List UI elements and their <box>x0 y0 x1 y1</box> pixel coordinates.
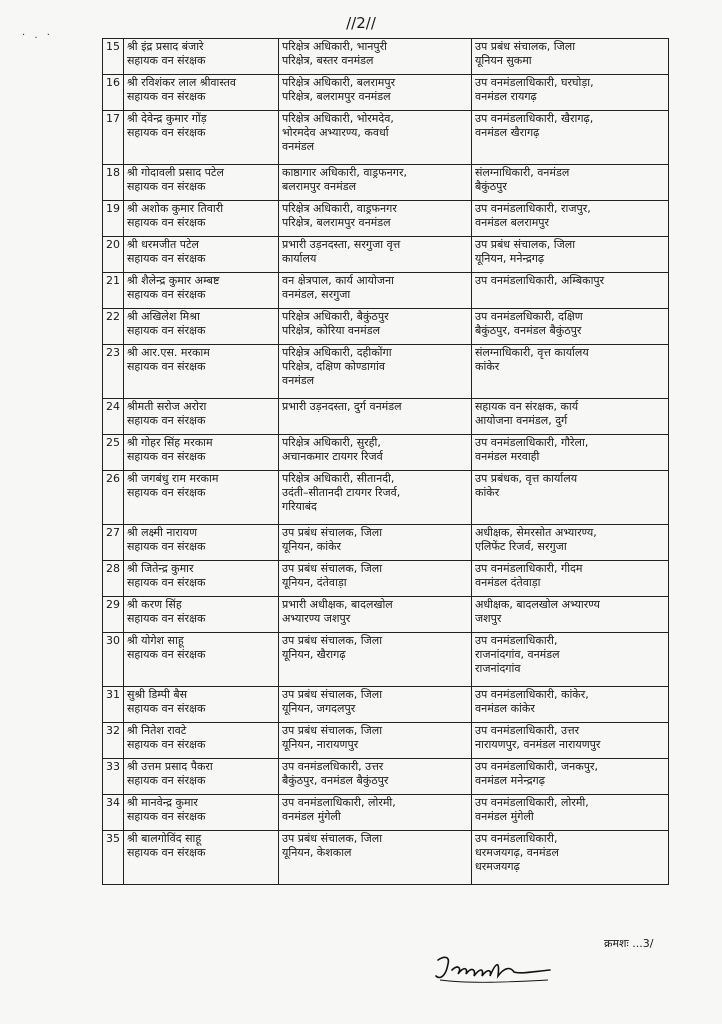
current-post-line: भोरमदेव अभ्यारण्य, कवर्धा <box>282 126 389 139</box>
current-post-line: वनमंडल, सरगुजा <box>282 288 351 301</box>
scan-specks: · . · <box>22 30 53 41</box>
new-post-line: उप वनमंडलाधिकारी, राजपुर, <box>475 202 591 215</box>
new-post-cell <box>472 561 669 597</box>
officer-name-line: श्रीमती सरोज अरोरा <box>127 400 207 413</box>
officer-name-line: श्री लक्ष्मी नारायण <box>127 526 198 539</box>
officer-name-cell <box>124 759 279 795</box>
officer-name-cell <box>124 399 279 435</box>
new-post-line: वनमंडल मनेन्द्रगढ़ <box>475 774 545 787</box>
officer-name-line: सहायक वन संरक्षक <box>127 486 206 499</box>
new-post-cell <box>472 597 669 633</box>
current-post-line: उप वनमंडलाधिकारी, लोरमी, <box>282 796 396 809</box>
officer-name-line: सहायक वन संरक्षक <box>127 612 206 625</box>
current-post-line: परिक्षेत्र, बलरामपुर वनमंडल <box>282 90 391 103</box>
officer-name-line: सहायक वन संरक्षक <box>127 648 206 661</box>
table-row <box>103 687 669 723</box>
officer-name-cell <box>124 561 279 597</box>
new-post-line: वनमंडल रायगढ़ <box>475 90 537 103</box>
officer-name-line: श्री इंद्र प्रसाद बंजारे <box>127 40 204 53</box>
new-post-line: वनमंडल मुंगेली <box>475 810 534 823</box>
new-post-cell <box>472 345 669 399</box>
new-post-line: उप वनमंडलाधिकारी, <box>475 634 558 647</box>
current-post-line: यूनियन, दंतेवाड़ा <box>282 576 347 589</box>
new-post-cell <box>472 831 669 885</box>
current-post-line: प्रभारी उड़नदस्ता, सरगुजा वृत्त <box>282 238 401 251</box>
new-post-line: उप प्रबंधक, वृत्त कार्यालय <box>475 472 578 485</box>
officer-name-line: श्री शैलेन्द्र कुमार अम्बष्ट <box>127 274 220 287</box>
new-post-cell <box>472 111 669 165</box>
current-post-line: उप प्रबंध संचालक, जिला <box>282 688 383 701</box>
officer-name-line: सहायक वन संरक्षक <box>127 576 206 589</box>
table-row <box>103 471 669 525</box>
serial-number: 20 <box>103 237 124 273</box>
new-post-cell <box>472 237 669 273</box>
current-post-line: परिक्षेत्र अधिकारी, वाड्रफनगर <box>282 202 397 215</box>
table-body <box>103 39 669 885</box>
table-row <box>103 345 669 399</box>
new-post-line: उप वनमंडलाधिकारी, जनकपुर, <box>475 760 598 773</box>
current-post-cell <box>279 561 472 597</box>
new-post-line: संलग्नाधिकारी, वनमंडल <box>475 166 570 179</box>
new-post-cell <box>472 75 669 111</box>
officer-name-line: श्री मानवेन्द्र कुमार <box>127 796 198 809</box>
table-row <box>103 201 669 237</box>
new-post-line: वनमंडल मरवाही <box>475 450 540 463</box>
officer-name-line: सहायक वन संरक्षक <box>127 126 206 139</box>
current-post-line: परिक्षेत्र अधिकारी, भानपुरी <box>282 40 387 53</box>
current-post-line: परिक्षेत्र अधिकारी, दहीकोंगा <box>282 346 392 359</box>
serial-number: 16 <box>103 75 124 111</box>
current-post-line: प्रभारी उड़नदस्ता, दुर्ग वनमंडल <box>282 400 402 413</box>
officer-name-line: श्री गोहर सिंह मरकाम <box>127 436 213 449</box>
current-post-cell <box>279 399 472 435</box>
new-post-line: सहायक वन संरक्षक, कार्य <box>475 400 579 413</box>
table-row <box>103 165 669 201</box>
officer-name-line: श्री उत्तम प्रसाद पैकरा <box>127 760 213 773</box>
current-post-line: बलरामपुर वनमंडल <box>282 180 357 193</box>
current-post-line: यूनियन, कांकेर <box>282 540 342 553</box>
serial-number: 27 <box>103 525 124 561</box>
current-post-line: बैकुंठपुर, वनमंडल बैकुंठपुर <box>282 774 389 787</box>
current-post-line: परिक्षेत्र, दक्षिण कोण्डागांव <box>282 360 385 373</box>
new-post-line: उप वनमंडलाधिकारी, गीदम <box>475 562 583 575</box>
new-post-line: अधीक्षक, सेमरसोत अभ्यारण्य, <box>475 526 597 539</box>
current-post-line: वनमंडल <box>282 374 315 387</box>
current-post-line: परिक्षेत्र अधिकारी, बैकुंठपुर <box>282 310 389 323</box>
new-post-line: जशपुर <box>475 612 502 625</box>
officer-name-cell <box>124 165 279 201</box>
new-post-line: अधीक्षक, बादलखोल अभ्यारण्य <box>475 598 600 611</box>
officer-name-cell <box>124 75 279 111</box>
new-post-line: वनमंडल दंतेवाड़ा <box>475 576 541 589</box>
current-post-line: परिक्षेत्र अधिकारी, सुरही, <box>282 436 381 449</box>
new-post-line: राजनांदगांव <box>475 662 521 675</box>
officer-name-line: सहायक वन संरक्षक <box>127 360 206 373</box>
current-post-cell <box>279 831 472 885</box>
officer-name-cell <box>124 831 279 885</box>
new-post-line: उप वनमंडलधिकारी, दक्षिण <box>475 310 583 323</box>
new-post-line: राजनांदगांव, वनमंडल <box>475 648 560 661</box>
continued-note: क्रमशः ...3/ <box>604 937 654 950</box>
new-post-cell <box>472 525 669 561</box>
table-row <box>103 237 669 273</box>
officer-name-line: सुश्री डिम्पी बैस <box>127 688 188 701</box>
new-post-line: वनमंडल बलरामपुर <box>475 216 550 229</box>
current-post-cell <box>279 597 472 633</box>
serial-number: 21 <box>103 273 124 309</box>
table-row <box>103 831 669 885</box>
new-post-cell <box>472 471 669 525</box>
table-row <box>103 795 669 831</box>
signature-drawing <box>430 950 570 990</box>
new-post-line: उप वनमंडलाधिकारी, <box>475 832 558 845</box>
officer-name-cell <box>124 471 279 525</box>
new-post-line: एलिफेंट रिजर्व, सरगुजा <box>475 540 567 553</box>
new-post-cell <box>472 687 669 723</box>
current-post-line: गरियाबंद <box>282 500 317 513</box>
new-post-line: बैकुंठपुर <box>475 180 507 193</box>
serial-number: 31 <box>103 687 124 723</box>
current-post-cell <box>279 633 472 687</box>
current-post-cell <box>279 75 472 111</box>
serial-number: 19 <box>103 201 124 237</box>
officer-name-cell <box>124 309 279 345</box>
current-post-line: अचानकमार टायगर रिजर्व <box>282 450 383 463</box>
officer-name-line: श्री धरमजीत पटेल <box>127 238 200 251</box>
officer-name-line: सहायक वन संरक्षक <box>127 90 206 103</box>
current-post-cell <box>279 525 472 561</box>
new-post-line: उप वनमंडलाधिकारी, खैरागढ़, <box>475 112 594 125</box>
new-post-line: वनमंडल खैरागढ़ <box>475 126 540 139</box>
table-row <box>103 39 669 75</box>
officer-name-cell <box>124 435 279 471</box>
officer-name-line: सहायक वन संरक्षक <box>127 216 206 229</box>
current-post-line: उदंती–सीतानदी टायगर रिजर्व, <box>282 486 401 499</box>
officer-name-line: श्री अशोक कुमार तिवारी <box>127 202 224 215</box>
current-post-line: कार्यालय <box>282 252 317 265</box>
new-post-line: आयोजना वनमंडल, दुर्ग <box>475 414 568 427</box>
current-post-line: वन क्षेत्रपाल, कार्य आयोजना <box>282 274 394 287</box>
officer-name-cell <box>124 201 279 237</box>
new-post-line: धरमजयगढ़, वनमंडल <box>475 846 559 859</box>
current-post-line: उप प्रबंध संचालक, जिला <box>282 562 383 575</box>
officer-name-cell <box>124 39 279 75</box>
new-post-cell <box>472 759 669 795</box>
signature <box>430 950 570 994</box>
officer-name-line: श्री बालगोविंद साहू <box>127 832 202 845</box>
table-row <box>103 723 669 759</box>
current-post-cell <box>279 723 472 759</box>
officer-name-line: श्री करण सिंह <box>127 598 182 611</box>
serial-number: 34 <box>103 795 124 831</box>
current-post-cell <box>279 759 472 795</box>
new-post-line: उप वनमंडलाधिकारी, कांकेर, <box>475 688 589 701</box>
new-post-line: बैकुंठपुर, वनमंडल बैकुंठपुर <box>475 324 582 337</box>
new-post-line: उप वनमंडलाधिकारी, उत्तर <box>475 724 580 737</box>
officer-name-line: सहायक वन संरक्षक <box>127 252 206 265</box>
transfer-order-table <box>102 38 669 885</box>
current-post-cell <box>279 795 472 831</box>
new-post-line: उप प्रबंध संचालक, जिला <box>475 40 576 53</box>
officer-name-cell <box>124 237 279 273</box>
current-post-cell <box>279 687 472 723</box>
new-post-cell <box>472 399 669 435</box>
serial-number: 15 <box>103 39 124 75</box>
officer-name-line: सहायक वन संरक्षक <box>127 738 206 751</box>
current-post-line: यूनियन, जगदलपुर <box>282 702 356 715</box>
officer-name-line: श्री रविशंकर लाल श्रीवास्तव <box>127 76 237 89</box>
current-post-line: उप प्रबंध संचालक, जिला <box>282 634 383 647</box>
new-post-line: उप वनमंडलाधिकारी, गौरेला, <box>475 436 589 449</box>
current-post-line: यूनियन, खैरागढ़ <box>282 648 346 661</box>
table-row <box>103 111 669 165</box>
officer-name-line: सहायक वन संरक्षक <box>127 540 206 553</box>
officer-name-line: सहायक वन संरक्षक <box>127 810 206 823</box>
officer-name-line: श्री जितेन्द्र कुमार <box>127 562 194 575</box>
new-post-cell <box>472 633 669 687</box>
current-post-line: उप प्रबंध संचालक, जिला <box>282 526 383 539</box>
current-post-line: परिक्षेत्र अधिकारी, भोरमदेव, <box>282 112 394 125</box>
serial-number: 24 <box>103 399 124 435</box>
new-post-cell <box>472 165 669 201</box>
serial-number: 23 <box>103 345 124 399</box>
current-post-cell <box>279 201 472 237</box>
officer-name-cell <box>124 687 279 723</box>
new-post-cell <box>472 723 669 759</box>
officer-name-cell <box>124 273 279 309</box>
current-post-line: प्रभारी अधीक्षक, बादलखोल <box>282 598 393 611</box>
current-post-line: वनमंडल <box>282 140 315 153</box>
serial-number: 29 <box>103 597 124 633</box>
serial-number: 35 <box>103 831 124 885</box>
new-post-line: यूनियन, मनेन्द्रगढ़ <box>475 252 545 265</box>
current-post-cell <box>279 165 472 201</box>
new-post-line: उप प्रबंध संचालक, जिला <box>475 238 576 251</box>
new-post-line: कांकेर <box>475 486 500 499</box>
new-post-cell <box>472 309 669 345</box>
officer-name-line: श्री योगेश साहू <box>127 634 184 647</box>
serial-number: 30 <box>103 633 124 687</box>
table-row <box>103 309 669 345</box>
officer-name-line: श्री अखिलेश मिश्रा <box>127 310 200 323</box>
current-post-line: परिक्षेत्र, कोरिया वनमंडल <box>282 324 381 337</box>
officer-name-cell <box>124 795 279 831</box>
officer-name-cell <box>124 525 279 561</box>
table-row <box>103 273 669 309</box>
serial-number: 22 <box>103 309 124 345</box>
current-post-line: वनमंडल मुंगेली <box>282 810 341 823</box>
current-post-line: उप वनमंडलधिकारी, उत्तर <box>282 760 384 773</box>
new-post-cell <box>472 795 669 831</box>
officer-name-line: सहायक वन संरक्षक <box>127 702 206 715</box>
current-post-line: परिक्षेत्र, बस्तर वनमंडल <box>282 54 374 67</box>
serial-number: 26 <box>103 471 124 525</box>
new-post-line: उप वनमंडलाधिकारी, घरघोड़ा, <box>475 76 594 89</box>
serial-number: 33 <box>103 759 124 795</box>
officer-name-line: सहायक वन संरक्षक <box>127 54 206 67</box>
current-post-line: अभ्यारण्य जशपुर <box>282 612 351 625</box>
page-number-mark: //2// <box>346 14 376 32</box>
new-post-cell <box>472 435 669 471</box>
new-post-cell <box>472 273 669 309</box>
current-post-line: उप प्रबंध संचालक, जिला <box>282 724 383 737</box>
table-row <box>103 633 669 687</box>
current-post-cell <box>279 309 472 345</box>
officer-name-line: सहायक वन संरक्षक <box>127 774 206 787</box>
serial-number: 25 <box>103 435 124 471</box>
table-row <box>103 399 669 435</box>
officer-name-line: श्री गोदावली प्रसाद पटेल <box>127 166 224 179</box>
table-row <box>103 759 669 795</box>
serial-number: 17 <box>103 111 124 165</box>
new-post-line: उप वनमंडलाधिकारी, अम्बिकापुर <box>475 274 605 287</box>
officer-name-line: श्री देवेन्द्र कुमार गोंड़ <box>127 112 207 125</box>
serial-number: 28 <box>103 561 124 597</box>
current-post-line: यूनियन, केशकाल <box>282 846 352 859</box>
current-post-line: काष्ठागार अधिकारी, वाड्रफनगर, <box>282 166 407 179</box>
current-post-line: परिक्षेत्र अधिकारी, बलरामपुर <box>282 76 396 89</box>
officer-name-line: सहायक वन संरक्षक <box>127 288 206 301</box>
officer-name-cell <box>124 723 279 759</box>
officer-name-line: श्री आर.एस. मरकाम <box>127 346 210 359</box>
officer-name-line: सहायक वन संरक्षक <box>127 450 206 463</box>
new-post-cell <box>472 201 669 237</box>
current-post-cell <box>279 435 472 471</box>
current-post-cell <box>279 111 472 165</box>
new-post-line: वनमंडल कांकेर <box>475 702 535 715</box>
new-post-line: धरमजयगढ़ <box>475 860 520 873</box>
officer-name-cell <box>124 345 279 399</box>
new-post-line: उप वनमंडलाधिकारी, लोरमी, <box>475 796 589 809</box>
table-row <box>103 435 669 471</box>
serial-number: 32 <box>103 723 124 759</box>
officer-name-line: सहायक वन संरक्षक <box>127 324 206 337</box>
current-post-cell <box>279 39 472 75</box>
current-post-cell <box>279 237 472 273</box>
new-post-line: यूनियन सुकमा <box>475 54 532 67</box>
current-post-cell <box>279 345 472 399</box>
current-post-line: परिक्षेत्र अधिकारी, सीतानदी, <box>282 472 395 485</box>
current-post-cell <box>279 471 472 525</box>
officer-name-cell <box>124 597 279 633</box>
officer-name-line: श्री नितेश रावटे <box>127 724 187 737</box>
current-post-line: परिक्षेत्र, बलरामपुर वनमंडल <box>282 216 391 229</box>
officer-name-cell <box>124 111 279 165</box>
new-post-cell <box>472 39 669 75</box>
officer-name-cell <box>124 633 279 687</box>
new-post-line: संलग्नाधिकारी, वृत्त कार्यालय <box>475 346 589 359</box>
current-post-line: उप प्रबंध संचालक, जिला <box>282 832 383 845</box>
new-post-line: नारायणपुर, वनमंडल नारायणपुर <box>475 738 601 751</box>
serial-number: 18 <box>103 165 124 201</box>
officer-name-line: श्री जगबंधु राम मरकाम <box>127 472 219 485</box>
table-row <box>103 75 669 111</box>
table-row <box>103 561 669 597</box>
current-post-cell <box>279 273 472 309</box>
table-row <box>103 525 669 561</box>
officer-name-line: सहायक वन संरक्षक <box>127 414 206 427</box>
current-post-line: यूनियन, नारायणपुर <box>282 738 359 751</box>
new-post-line: कांकेर <box>475 360 500 373</box>
officer-name-line: सहायक वन संरक्षक <box>127 180 206 193</box>
officer-name-line: सहायक वन संरक्षक <box>127 846 206 859</box>
table-row <box>103 597 669 633</box>
